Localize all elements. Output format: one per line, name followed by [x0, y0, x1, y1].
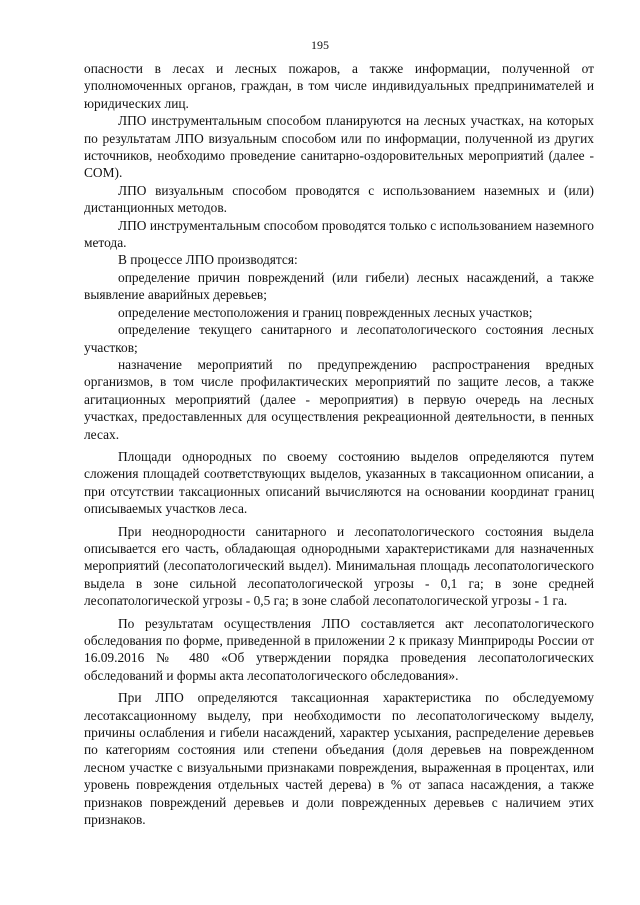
paragraph-areas: Площади однородных по своему состоянию выделов определяются путем сложения площадей соответствующих выделов, указанных в таксационном описании, а при отсутствии таксационных описаний вычисляются на основании координат границ описываемых участков леса.	[84, 448, 594, 517]
list-item-location: определение местоположения и границ поврежденных лесных участков;	[118, 304, 533, 320]
body-text	[84, 60, 594, 828]
paragraph-process-intro: В процессе ЛПО производятся:	[118, 252, 298, 268]
list-item-condition: определение текущего санитарного и лесопатологического состояния лесных участков;	[84, 322, 594, 355]
paragraph-instrumental-planning: ЛПО инструментальным способом планируются на лесных участках, на которых по результатам ЛПО визуальным способом или по информации, полученной из других источников, необходимо проведение санитарно-оздоровительных мероприятий (далее - СОМ).	[84, 113, 594, 181]
paragraph-continuation: опасности в лесах и лесных пожаров, а также информации, полученной от уполномоченных органов, граждан, в том числе индивидуальных предпринимателей и юридических лиц.	[84, 61, 594, 111]
paragraph-visual-methods: ЛПО визуальным способом проводятся с использованием наземных и (или) дистанционных методов.	[84, 182, 594, 216]
paragraph-determined: При ЛПО определяются таксационная характеристика по обследуемому лесотаксационному выделу, при необходимости по лесопатологическому выделу, причины ослабления и гибели насаждений, характер усыхания, распределение деревьев по категориям состояния или степени объедания (доля деревьев на поврежденном лесном участке с визуальными признаками повреждения, выраженная в процентах, или уровень повреждения отдельных частей дерева) в % от запаса насаждения, а также признаков повреждений деревьев и доли поврежденных деревьев с наличием этих признаков.	[84, 690, 594, 828]
paragraph-instrumental-methods: ЛПО инструментальным способом проводятся только с использованием наземного метода.	[84, 217, 594, 251]
paragraph-act: По результатам осуществления ЛПО составляется акт лесопатологического обследования по форме, приведенной в приложении 2 к приказу Минприроды России от 16.09.2016 № 480 «Об утверждении порядка проведения лесопатологических обследований и формы акта лесопатологического обследования».	[84, 615, 594, 683]
paragraph-heterogeneity: При неоднородности санитарного и лесопатологического состояния выдела описывается его часть, обладающая однородными характеристиками для назначенных мероприятий (лесопатологический выдел). Минимальная площадь лесопатологического выдела в зоне сильной лесопатологической угрозы - 0,1 га; в зоне средней лесопатологической угрозы - 0,5 га; в зоне слабой лесопатологической угрозы - 1 га.	[84, 523, 594, 609]
list-item-causes: определение причин повреждений (или гибели) лесных насаждений, а также выявление аварийных деревьев;	[84, 269, 594, 303]
page-number: 195	[311, 38, 329, 52]
list-item-measures: назначение мероприятий по предупреждению распространения вредных организмов, в том числе профилактических мероприятий по защите лесов, а также агитационных мероприятий (далее - мероприятия) в первую очередь на лесных участках, предоставленных для осуществления рекреационной деятельности, в пенных лесах.	[84, 356, 594, 442]
